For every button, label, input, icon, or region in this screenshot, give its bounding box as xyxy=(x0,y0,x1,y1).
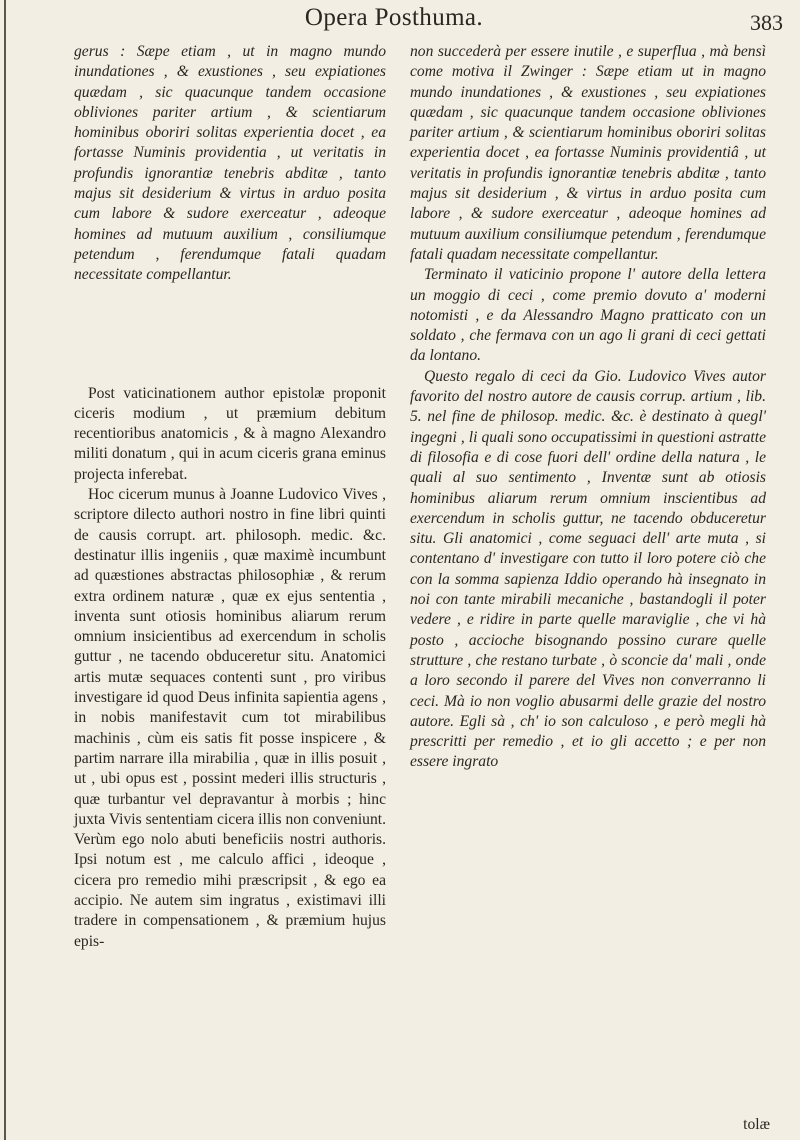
page-number: 383 xyxy=(750,10,783,35)
latin-column xyxy=(74,42,386,952)
catchword: tolæ xyxy=(743,1116,770,1133)
latin-paragraph-3: Hoc cicerum munus à Joanne Ludovico Vives , scriptore dilecto authori nostro in fine libri quinti de causis corrupt. art. philosoph. medic. &c. destinatur illis ingeniis , quæ maximè incumbunt ad quæstiones abstractas philosophiæ , & rerum extra ordinem naturæ , quæ ex ejus sententia , inventa sunt otiosis hominibus aliarum rerum omnium insicientibus ad exercendum in scholis guttur , ne tacendo obduceretur situ. Anatomici artis mutæ sequaces contenti sunt , pro viribus investigare id quod Deus infinita sapientia agens , in nobis manifestavit cum tot mirabilibus machinis , cùm eis satis fit posse inspicere , & partim narrare illa mirabilia , quæ in illis posuit , ut , ubi opus est , possint mederi illis structuris , quæ turbantur vel depravantur à morbis ; hinc juxta Vivis sententiam cicera illis non conveniunt. Verùm ego nolo abuti beneficiis nostri authoris. Ipsi notum est , me calculo affici , ideoque , cicera pro remedio mihi præscripsit , & ego ea accipio. Ne autem sim ingratus , existimavi illi tradere in compensationem , & præmium hujus epis- xyxy=(74,486,386,950)
latin-paragraph-1: gerus : Sæpe etiam , ut in magno mundo inundationes , & exustiones , seu expiationes quædam , sic quacunque tandem occasione obliviones pariter artium , & scientiarum hominibus oboriri solitas experientia docet , ea fortasse Numinis providentia , ut veritatis in profundis ignorantiæ tenebris abditæ , tanto majus sit desiderium & virtus in arduo posita cum labore & sudore exerceatur , adeoque homines ad mutuum auxilium , consiliumque petendum , ferendumque fatali quadam necessitate compellantur. xyxy=(74,43,386,284)
latin-paragraph-2: Post vaticinationem author epistolæ proponit ciceris modium , ut præmium debitum recentioribus anatomicis , & à magno Alexandro militi donatum , qui in acum ciceris grana eminus projecta inferebat. xyxy=(74,384,386,483)
italian-paragraph-3: Questo regalo di ceci da Gio. Ludovico Vives autor favorito del nostro autore de causis corrup. artium , lib. 5. nel fine de philosop. medic. &c. è destinato à quegl' ingegni , li quali sono occupatissimi in questioni astratte di filosofia e di cose fuori dell' ordine della natura , le quali al suo sentimento , Inventæ sunt ab otiosis hominibus aliarum rerum omnium inscientibus ad exercendum in scholis guttur, ne tacendo obduceretur situ. Gli anatomici , come seguaci dell' arte muta , si contentano d' investigare con tutto il loro potere ciò che con la somma sapienza Iddio operando hà insegnato in noi con tante mirabili mecaniche , bastandogli il poter vedere , e ridire in parte quelle maraviglie , che vi hà posto , accioche bisognando possino curare quelle strutture , che restano turbate , ò sconcie da' mali , onde a loro secondo il parere del Vives non converranno li ceci. Mà io non voglio abusarmi delle grazie del nostro autore. Egli sà , ch' io son calculoso , e però megli hà prescritti per remedio , et io gli accetto ; e per non essere ingrato xyxy=(410,367,766,771)
column-gap xyxy=(74,286,386,384)
page-edge-rule xyxy=(4,0,6,1140)
italian-column xyxy=(410,42,766,773)
running-title: Opera Posthuma. xyxy=(304,4,484,31)
italian-paragraph-1: non succederà per essere inutile , e superflua , mà bensì come motiva il Zwinger : Sæpe etiam ut in magno mundo inundationes , & exustiones , seu expiationes quædam , sic quacunque tandem occasione obliviones pariter artium , & scientiarum hominibus oboriri solitas experientia docet , ea fortasse Numinis providentiâ , ut veritatis in profundis ignorantiæ tenebris abditæ , tanto majus sit desiderium , & virtus in arduo posita cum labore , & sudore exerceatur , adeoque homines ad mutuum auxilium consiliumque petendum , ferendumque fatali quadam necessitate compellantur. xyxy=(410,43,766,263)
italian-paragraph-2: Terminato il vaticinio propone l' autore della lettera un moggio di ceci , come premio dovuto a' moderni notomisti , e da Alessandro Magno pratticato con un soldato , che fermava con un ago li grani di ceci gettati da lontano. xyxy=(410,266,766,365)
